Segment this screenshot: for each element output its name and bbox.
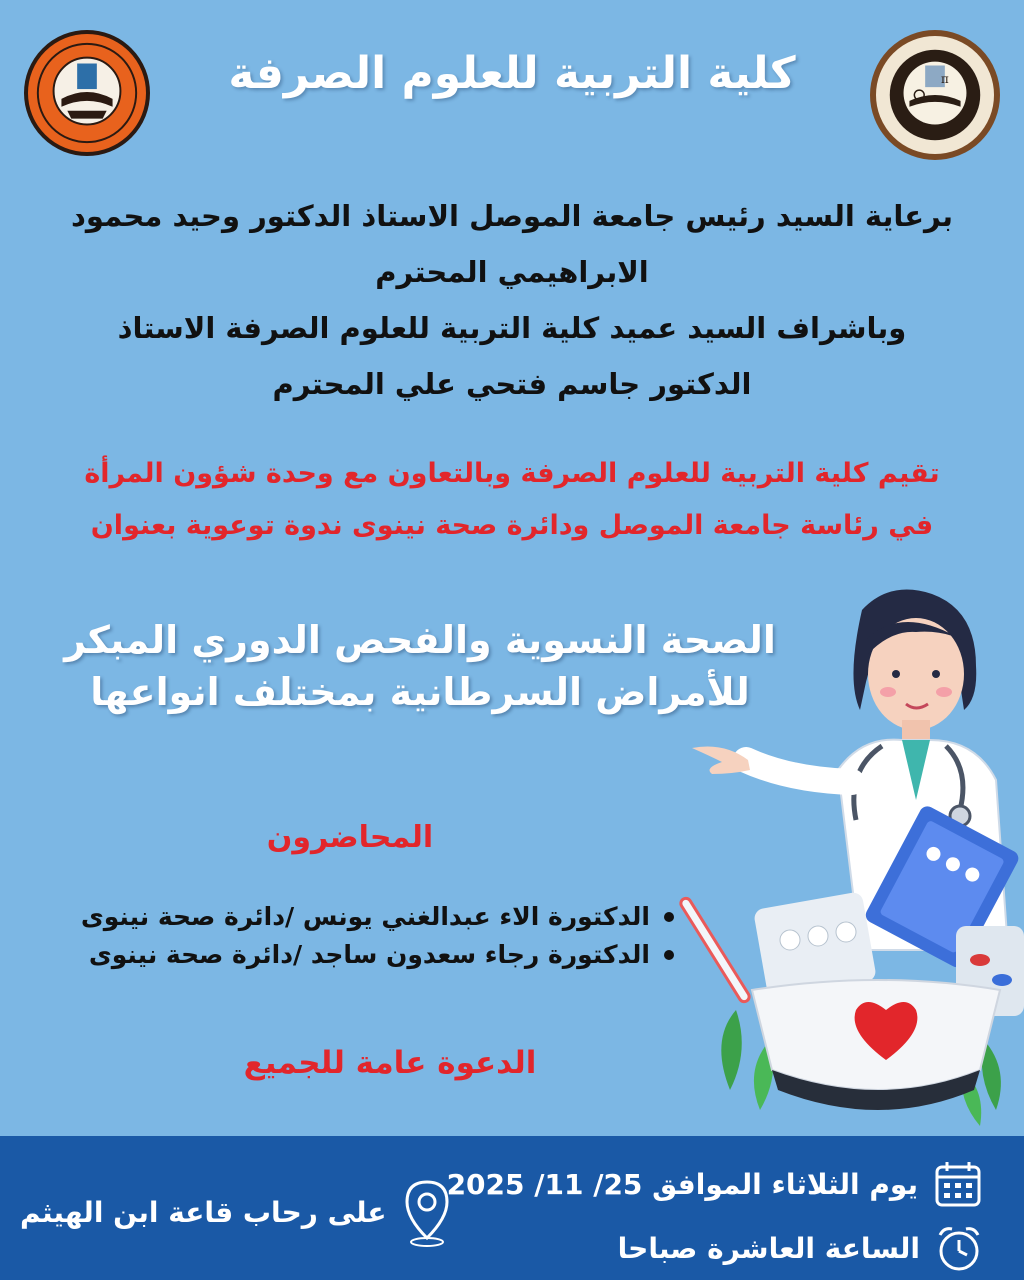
intro-block xyxy=(20,448,1004,552)
patronage-line: برعاية السيد رئيس جامعة الموصل الاستاذ الدكتور وحيد محمود xyxy=(71,199,953,233)
university-logo-emblem xyxy=(28,34,146,152)
bullet-icon xyxy=(664,912,674,922)
event-date-text: يوم الثلاثاء الموافق 25/ 11/ 2025 xyxy=(446,1167,918,1201)
footer-bar xyxy=(0,1136,1024,1280)
university-of-mosul-logo xyxy=(24,30,150,156)
event-location xyxy=(20,1172,455,1252)
lecturers-list xyxy=(0,898,678,974)
college-logo xyxy=(870,30,1000,160)
event-date xyxy=(447,1154,984,1214)
college-title: كلية التربية للعلوم الصرفة xyxy=(228,48,796,99)
invitation-text: الدعوة عامة للجميع xyxy=(243,1045,537,1081)
patronage-line: الدكتور جاسم فتحي علي المحترم xyxy=(272,367,752,401)
lecturer-item xyxy=(0,936,678,974)
event-time-text: الساعة العاشرة صباحا xyxy=(617,1231,920,1265)
seminar-title-line: الصحة النسوية والفحص الدوري المبكر xyxy=(64,618,776,662)
patronage-line: الابراهيمي المحترم xyxy=(375,255,649,289)
patronage-block xyxy=(20,188,1004,412)
bullet-icon xyxy=(664,950,674,960)
event-time xyxy=(618,1222,984,1274)
seminar-title-line: للأمراض السرطانية بمختلف انواعها xyxy=(90,670,750,714)
lecturers-heading: المحاضرون xyxy=(266,820,434,855)
doctor-illustration xyxy=(640,570,1024,1136)
patronage-line: وباشراف السيد عميد كلية التربية للعلوم الصرفة الاستاذ xyxy=(117,311,907,345)
calendar-icon xyxy=(932,1158,984,1210)
event-location-text: على رحاب قاعة ابن الهيثم xyxy=(20,1195,387,1229)
college-logo-emblem xyxy=(876,36,994,154)
lecturer-name: الدكتورة الاء عبدالغني يونس /دائرة صحة نينوى xyxy=(80,902,650,931)
lecturer-name: الدكتورة رجاء سعدون ساجد /دائرة صحة نينوى xyxy=(88,940,650,969)
svg-text:π: π xyxy=(941,72,949,87)
lecturer-item xyxy=(0,898,678,936)
intro-line: تقيم كلية التربية للعلوم الصرفة وبالتعاون مع وحدة شؤون المرأة xyxy=(84,458,940,489)
intro-line: في رئاسة جامعة الموصل ودائرة صحة نينوى ندوة توعوية بعنوان xyxy=(90,510,934,541)
location-pin-icon xyxy=(399,1176,455,1248)
alarm-clock-icon xyxy=(934,1223,984,1273)
